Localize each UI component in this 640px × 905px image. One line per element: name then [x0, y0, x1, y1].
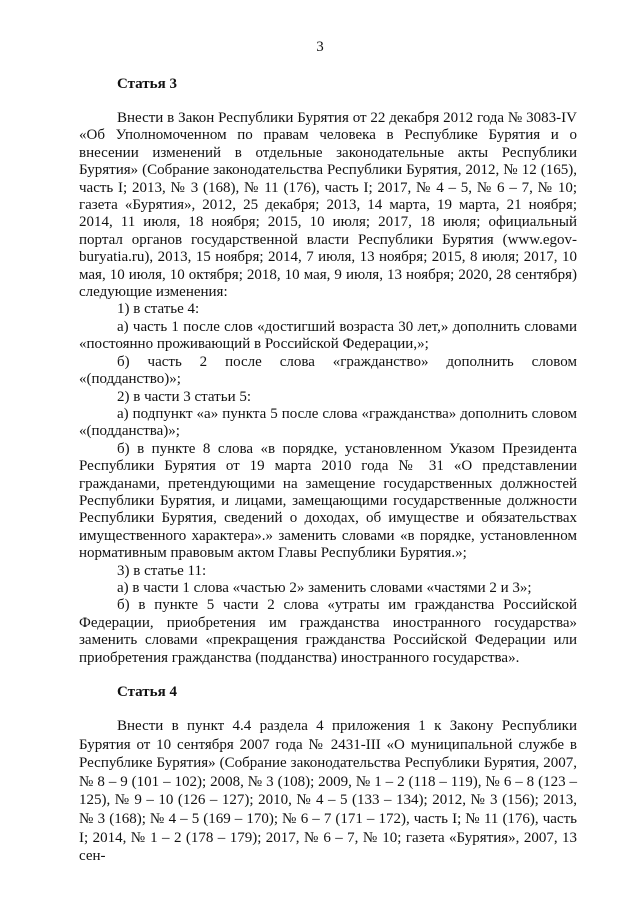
amendment-item-2b: б) в пункте 8 слова «в порядке, установленном Указом Президента Республики Бурятия от 19 марта 2010 года № 31 «О представлении гражданами, претендующими на замещение государственных должностей Республики Бурятия, и лицами, замещающими государственные должности Республики Бурятия, сведений о доходах, об имуществе и обязательствах имущественного характера».» заменить словами «в порядке, установленном нормативным правовым актом Главы Республики Бурятия.»;	[79, 440, 577, 562]
amendment-item-3a: а) в части 1 слова «частью 2» заменить словами «частями 2 и 3»;	[117, 579, 532, 596]
amendment-item-1a: а) часть 1 после слов «достигший возраста 30 лет,» дополнить словами «постоянно проживающий в Российской Федерации,»;	[79, 318, 577, 353]
article-4-heading: Статья 4	[117, 684, 177, 700]
article-3-intro: Внести в Закон Республики Бурятия от 22 декабря 2012 года № 3083-IV «Об Уполномоченном по правам человека в Республике Бурятия и о внесении изменений в отдельные законодательные акты Республики Бурятия» (Собрание законодательства Республики Бурятия, 2012, № 12 (165), часть I; 2013, № 3 (168), № 11 (176), часть I; 2017, № 4 – 5, № 6 – 7, № 10; газета «Бурятия», 2012, 25 декабря; 2013, 14 марта, 19 марта, 21 ноября; 2014, 11 июля, 18 ноября; 2015, 10 июля; 2017, 18 июля; официальный портал органов государственной власти Республики Бурятия (www.egov-buryatia.ru), 2013, 15 ноября; 2014, 7 июля, 13 ноября; 2015, 8 июля; 2017, 10 мая, 10 июля, 10 октября; 2018, 10 мая, 9 июля, 13 ноября; 2020, 28 сентября) следующие изменения:	[79, 110, 577, 301]
amendment-item-2a: а) подпункт «а» пункта 5 после слова «гражданства» дополнить словом «(подданства)»;	[79, 405, 577, 440]
amendment-item-3b: б) в пункте 5 части 2 слова «утраты им гражданства Российской Федерации, приобретения им гражданства иностранного государства» заменить словами «прекращения гражданства Российской Федерации или приобретения гражданства (подданства) иностранного государства».	[79, 597, 577, 666]
article-3-heading: Статья 3	[117, 76, 177, 92]
amendment-item-1: 1) в статье 4:	[117, 301, 200, 318]
article-3-body	[79, 110, 577, 667]
article-4-body: Внести в пункт 4.4 раздела 4 приложения 1 к Закону Республики Бурятия от 10 сентября 2007 года № 2431-III «О муниципальной службе в Республике Бурятия» (Собрание законодательства Республики Бурятия, 2007, № 8 – 9 (101 – 102); 2008, № 3 (108); 2009, № 1 – 2 (118 – 119), № 6 – 8 (123 – 125), № 9 – 10 (126 – 127); 2010, № 4 – 5 (133 – 134); 2012, № 3 (156); 2013, № 3 (168); № 4 – 5 (169 – 170); № 6 – 7 (171 – 172), часть I; № 11 (176), часть I; 2014, № 1 – 2 (178 – 179); 2017, № 6 – 7, № 10; газета «Бурятия», 2007, 13 сен-	[79, 718, 577, 865]
amendment-item-3: 3) в статье 11:	[117, 562, 207, 579]
amendment-item-2: 2) в части 3 статьи 5:	[117, 388, 252, 405]
page-number: 3	[316, 39, 324, 55]
amendment-item-1b: б) часть 2 после слова «гражданство» дополнить словом «(подданство)»;	[79, 353, 577, 388]
